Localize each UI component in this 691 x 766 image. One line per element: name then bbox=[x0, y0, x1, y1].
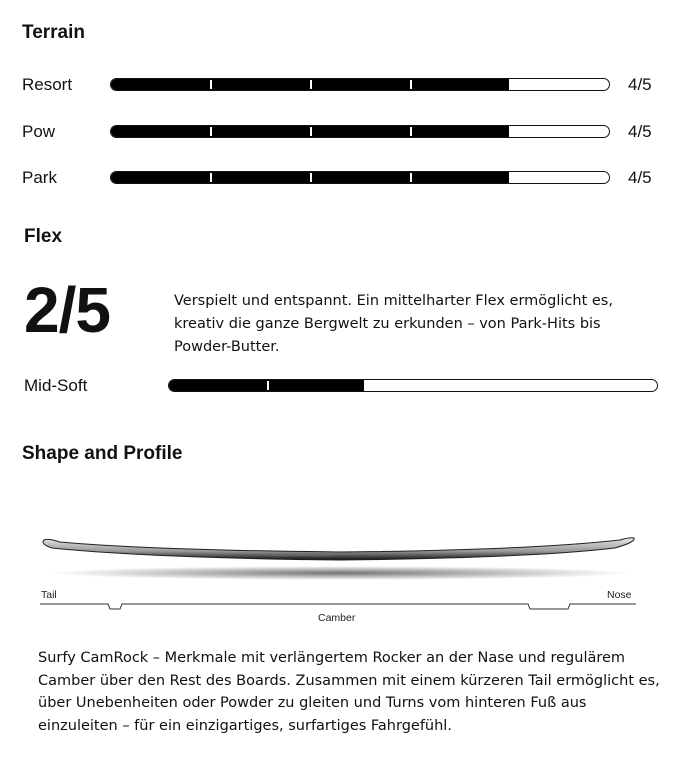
tail-label: Tail bbox=[41, 589, 57, 601]
rating-tick bbox=[210, 127, 212, 136]
rating-tick bbox=[310, 80, 312, 89]
terrain-rating-text: 4/5 bbox=[628, 168, 652, 187]
nose-label: Nose bbox=[607, 589, 632, 601]
snowboard-icon bbox=[43, 538, 634, 560]
terrain-rating-text: 4/5 bbox=[628, 122, 652, 141]
rating-tick bbox=[210, 173, 212, 182]
terrain-rating-bar bbox=[110, 171, 610, 184]
terrain-rating-bar bbox=[110, 125, 610, 138]
terrain-title: Terrain bbox=[22, 22, 86, 43]
flex-tick bbox=[267, 381, 269, 390]
flex-description: Verspielt und entspannt. Ein mittelharter Flex ermöglicht es, kreativ die ganze Bergwelt zu erkunden – von Park-Hits bis Powder-Butter. bbox=[174, 293, 613, 355]
board-graphic bbox=[270, 554, 330, 556]
rating-tick bbox=[410, 80, 412, 89]
shape-title: Shape and Profile bbox=[22, 443, 183, 464]
shape-description: Surfy CamRock – Merkmale mit verlängertem Rocker an der Nase und regulärem Camber über den Rest des Boards. Zusammen mit einem kürzeren Tail ermöglicht es, über Unebenheiten oder Powder zu gleiten und Turns vom hinteren Fuß aus einzuleiten – für ein einzigartiges, surfartiges Fahrgefühl. bbox=[38, 650, 660, 734]
terrain-rating-bar bbox=[110, 78, 610, 91]
rating-tick bbox=[310, 127, 312, 136]
rating-tick bbox=[410, 127, 412, 136]
terrain-label: Park bbox=[22, 168, 57, 187]
terrain-rating-text: 4/5 bbox=[628, 75, 652, 94]
rating-tick bbox=[310, 173, 312, 182]
profile-type-label: Camber bbox=[318, 612, 356, 624]
rating-tick bbox=[210, 80, 212, 89]
rating-tick bbox=[410, 173, 412, 182]
flex-level-label: Mid-Soft bbox=[24, 376, 88, 395]
terrain-label: Resort bbox=[22, 75, 73, 94]
flex-bar bbox=[168, 379, 658, 392]
terrain-label: Pow bbox=[22, 122, 56, 141]
flex-rating-value: 2/5 bbox=[24, 274, 110, 346]
snowboard-profile-image bbox=[30, 528, 650, 588]
flex-title: Flex bbox=[24, 226, 63, 247]
board-shadow bbox=[50, 566, 630, 580]
